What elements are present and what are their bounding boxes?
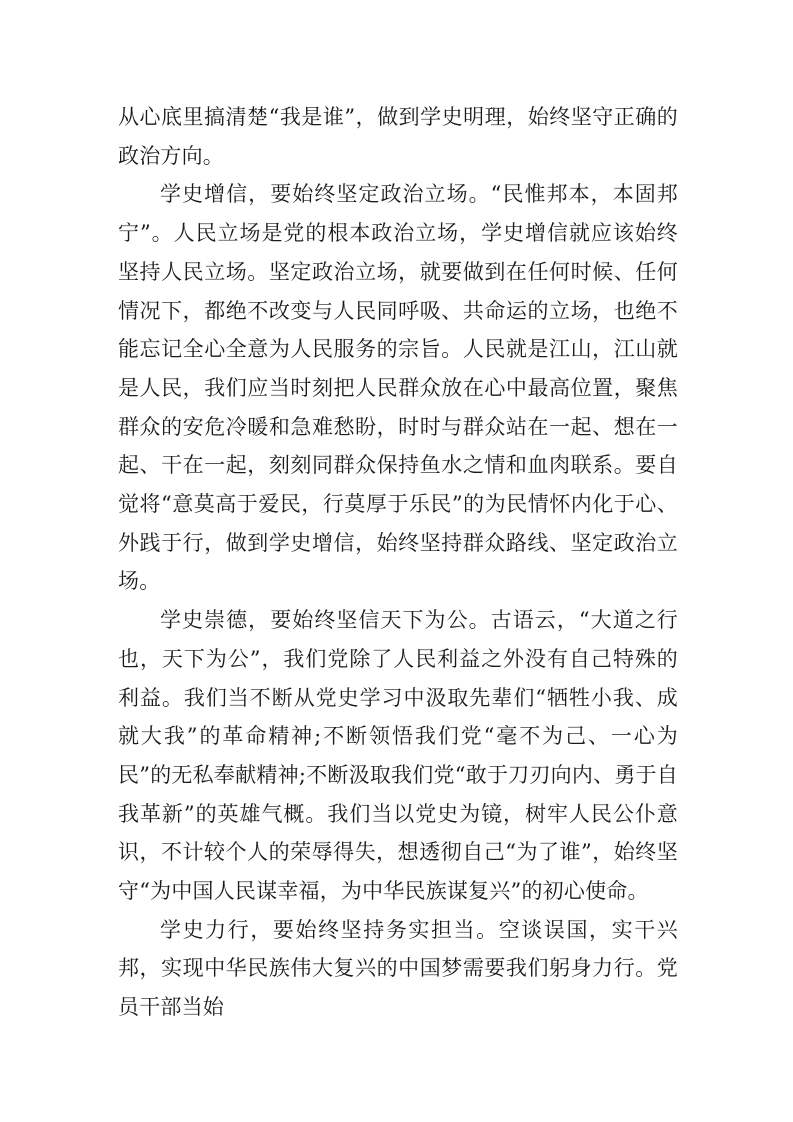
document-page	[118, 98, 678, 1027]
paragraph-continuation: 从心底里搞清楚“我是谁”，做到学史明理，始终坚守正确的政治方向。	[118, 105, 678, 168]
paragraph-xueshi-chongde: 学史崇德，要始终坚信天下为公。古语云，“大道之行也，天下为公”，我们党除了人民利益之外没有自己特殊的利益。我们当不断从党史学习中汲取先辈们“牺牲小我、成就大我”的革命精神;不断领悟我们党“毫不为己、一心为民”的无私奉献精神;不断汲取我们党“敢于刀刃向内、勇于自我革新”的英雄气概。我们当以党史为镜，树牢人民公仆意识，不计较个人的荣辱得失，想透彻自己“为了谁”，始终坚守“为中国人民谋幸福，为中华民族谋复兴”的初心使命。	[118, 608, 678, 904]
paragraph-xueshi-lixing: 学史力行，要始终坚持务实担当。空谈误国，实干兴邦，实现中华民族伟大复兴的中国梦需要我们躬身力行。党员干部当始	[118, 917, 678, 1020]
paragraph-xueshi-zengxin: 学史增信，要始终坚定政治立场。“民惟邦本，本固邦宁”。人民立场是党的根本政治立场，学史增信就应该始终坚持人民立场。坚定政治立场，就要做到在任何时候、任何情况下，都绝不改变与人民同呼吸、共命运的立场，也绝不能忘记全心全意为人民服务的宗旨。人民就是江山，江山就是人民，我们应当时刻把人民群众放在心中最高位置，聚焦群众的安危冷暖和急难愁盼，时时与群众站在一起、想在一起、干在一起，刻刻同群众保持鱼水之情和血肉联系。要自觉将“意莫高于爱民，行莫厚于乐民”的为民情怀内化于心、外践于行，做到学史增信，始终坚持群众路线、坚定政治立场。	[118, 182, 678, 594]
